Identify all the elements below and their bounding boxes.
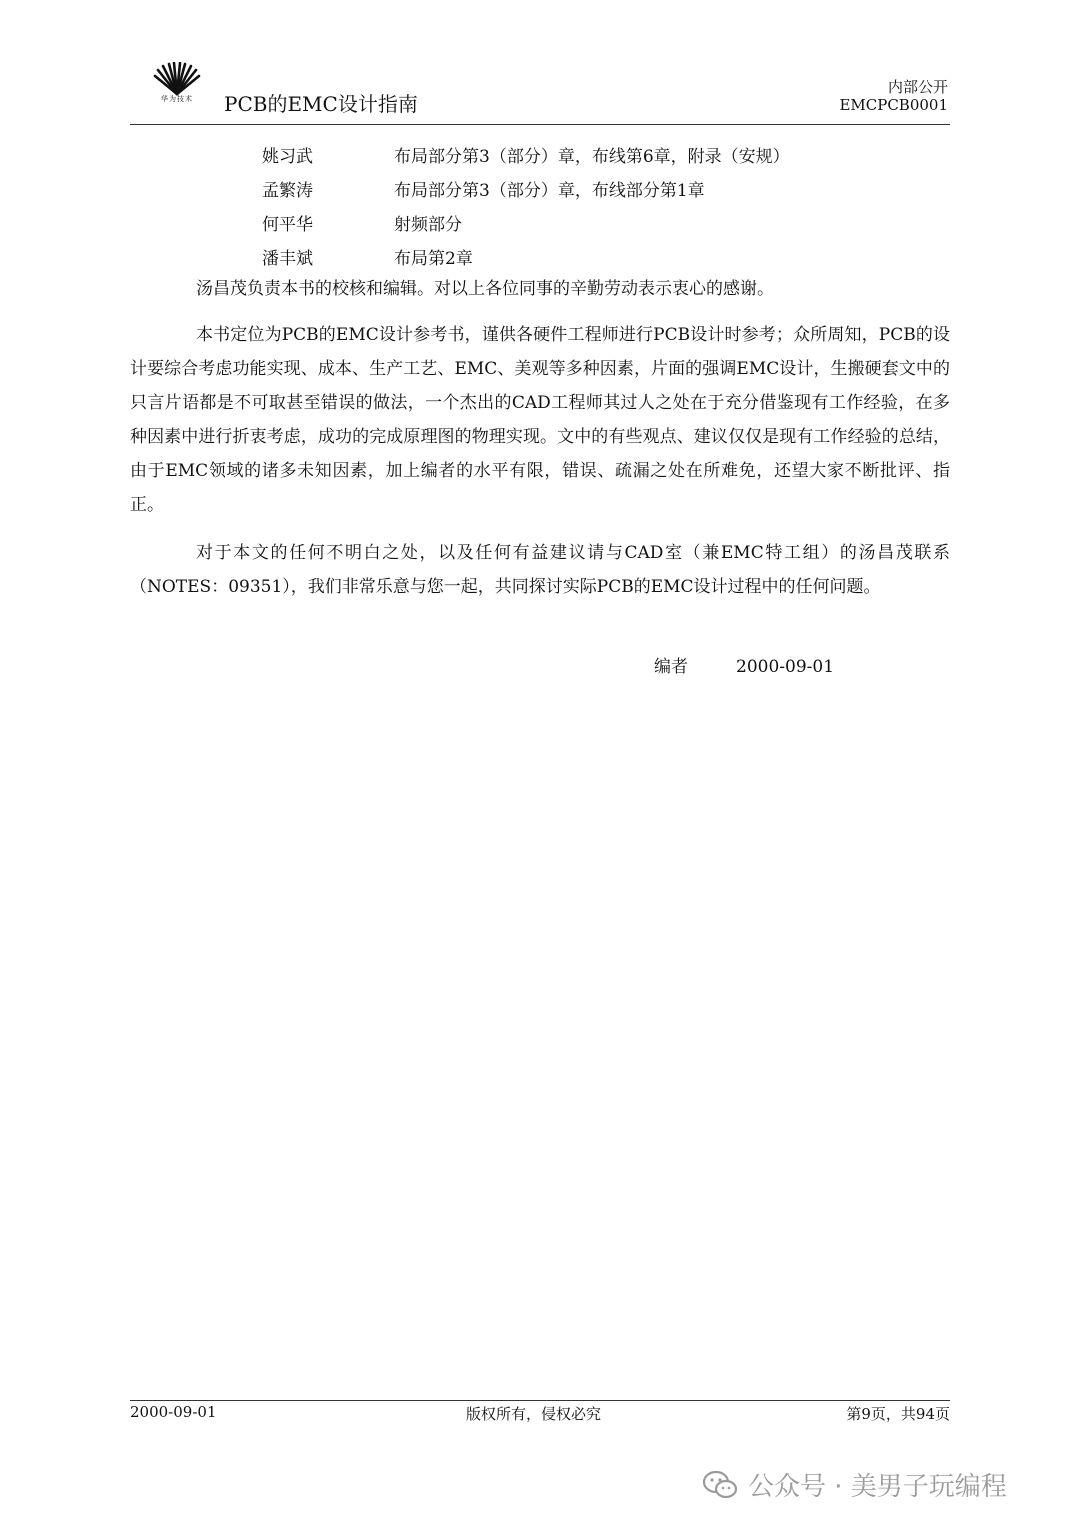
signature-label: 编者 xyxy=(654,657,688,677)
thanks-paragraph: 汤昌茂负责本书的校核和编辑。对以上各位同事的辛勤劳动表示衷心的感谢。 xyxy=(196,279,774,299)
contributor-role: 射频部分 xyxy=(394,215,462,235)
contributor-name: 何平华 xyxy=(262,215,313,235)
document-code: EMCPCB0001 xyxy=(839,96,948,114)
contributor-role: 布局部分第3（部分）章，布线部分第1章 xyxy=(394,181,705,201)
contributor-role: 布局第2章 xyxy=(394,249,473,269)
positioning-paragraph: 本书定位为PCB的EMC设计参考书，谨供各硬件工程师进行PCB设计时参考；众所周知，PCB的设计要综合考虑功能实现、成本、生产工艺、EMC、美观等多种因素，片面的强调EMC设计，生搬硬套文中的只言片语都是不可取甚至错误的做法，一个杰出的CAD工程师其过人之处在于充分借鉴现有工作经验，在多种因素中进行折衷考虑，成功的完成原理图的物理实现。文中的有些观点、建议仅仅是现有工作经验的总结，由于EMC领域的诸多未知因素，加上编者的水平有限，错误、疏漏之处在所难免，还望大家不断批评、指正。 xyxy=(130,325,950,515)
contributor-row xyxy=(262,210,462,235)
contributor-name: 潘丰斌 xyxy=(262,249,313,269)
contributor-row xyxy=(262,176,705,201)
classification-label: 内部公开 xyxy=(887,78,948,96)
document-title: PCB的EMC设计指南 xyxy=(224,92,418,116)
signature xyxy=(654,652,834,677)
footer-date: 2000-09-01 xyxy=(130,1403,217,1421)
footer-divider xyxy=(130,1400,950,1401)
contributor-role: 布局部分第3（部分）章，布线第6章，附录（安规） xyxy=(394,147,790,167)
contributor-name: 孟繁涛 xyxy=(262,181,313,201)
contributor-row xyxy=(262,244,473,269)
contact-paragraph: 对于本文的任何不明白之处，以及任何有益建议请与CAD室（兼EMC特工组）的汤昌茂联系（NOTES：09351），我们非常乐意与您一起，共同探讨实际PCB的EMC设计过程中的任何问题。 xyxy=(130,543,950,597)
logo-text: 华为技术 xyxy=(161,95,193,103)
wechat-icon xyxy=(702,1470,738,1500)
footer-copyright: 版权所有，侵权必究 xyxy=(466,1405,602,1423)
watermark-text: 公众号 · 美男子玩编程 xyxy=(748,1472,1007,1502)
signature-date: 2000-09-01 xyxy=(736,657,835,677)
contributor-name: 姚习武 xyxy=(262,147,313,167)
watermark xyxy=(702,1466,1007,1503)
header-divider xyxy=(130,124,950,125)
footer-page-number: 第9页，共94页 xyxy=(846,1405,950,1423)
contributor-row xyxy=(262,142,790,167)
